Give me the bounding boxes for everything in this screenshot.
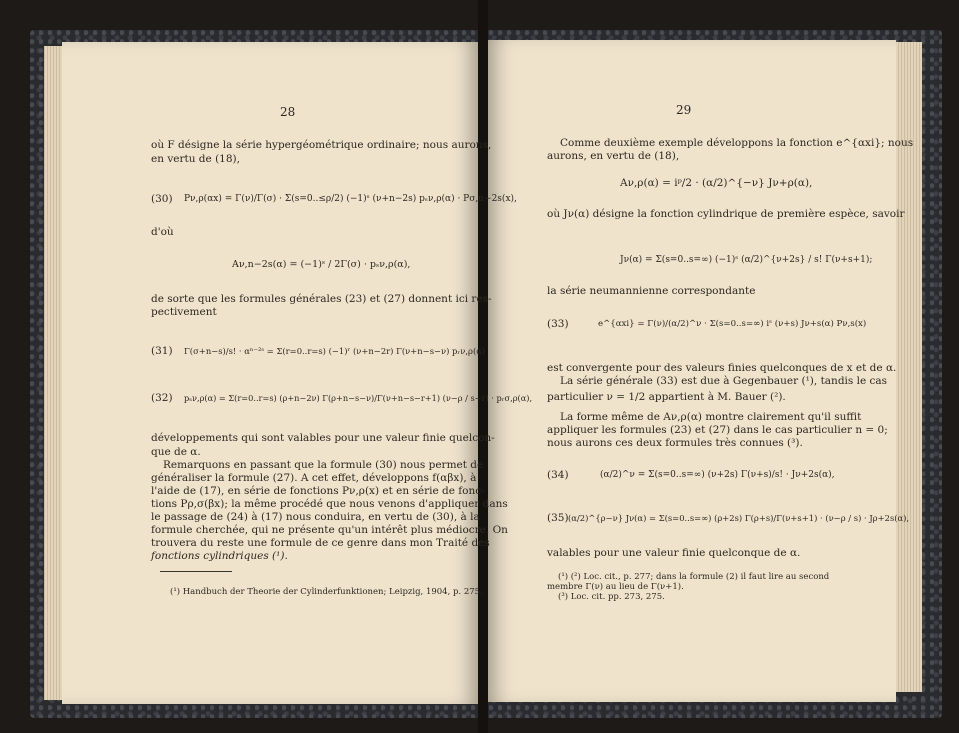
left-line: où F désigne la série hypergéométrique ordinaire; nous aurons, — [151, 139, 492, 151]
right-page-number: 29 — [676, 103, 692, 117]
footnote-rule — [160, 571, 232, 572]
left-line: l'aide de (17), en série de fonctions Pν,ρ(x) et en série de fonc- — [151, 485, 485, 497]
equation-label: (31) — [151, 345, 173, 357]
right-line: La série générale (33) est due à Gegenbauer (¹), tandis le cas — [560, 375, 888, 387]
right-line: est convergente pour des valeurs finies quelconques de x et de α. — [547, 362, 897, 374]
left-page-edges — [44, 46, 62, 700]
left-line: développements qui sont valables pour une valeur finie quelcon- — [151, 432, 495, 444]
left-footnote: (¹) Handbuch der Theorie der Cylinderfunktionen; Leipzig, 1904, p. 275. — [170, 587, 483, 597]
right-line: valables pour une valeur finie quelconque de α. — [547, 547, 801, 559]
right-line: nous aurons ces deux formules très connues (³). — [547, 437, 803, 449]
left-line: tions Pρ,σ(βx); la même procédé que nous venons d'appliquer dans — [151, 498, 508, 510]
equation-j: Jν(α) = Σ(s=0..s=∞) (−1)ˢ (α/2)^{ν+2s} / s! Γ(ν+s+1); — [620, 255, 873, 265]
right-line: appliquer les formules (23) et (27) dans le cas particulier n = 0; — [547, 424, 888, 436]
equation-33: e^{αxi} = Γ(ν)/(α/2)^ν · Σ(s=0..s=∞) iˢ (ν+s) Jν+s(α) Pν,s(x) — [598, 319, 867, 329]
left-page-number: 28 — [280, 105, 296, 119]
book-gutter — [478, 0, 488, 733]
right-line: la série neumannienne correspondante — [547, 285, 756, 297]
left-line: fonctions cylindriques (¹). — [151, 550, 288, 562]
left-line: en vertu de (18), — [151, 153, 240, 165]
equation-32: pₛν,ρ(α) = Σ(r=0..r=s) (ρ+n−2ν) Γ(ρ+n−s−ν)/Γ(ν+n−s−r+1) (ν−ρ / s−r) · pᵣσ,ρ(α), — [184, 393, 533, 403]
left-line: généraliser la formule (27). A cet effet, développons f(αβx), à — [151, 472, 477, 484]
equation-a: Aν,ρ(α) = iᵖ/2 · (α/2)^{−ν} Jν+ρ(α), — [620, 177, 813, 189]
left-line: le passage de (24) à (17) nous conduira, en vertu de (30), à la — [151, 511, 480, 523]
equation-aux: Aν,n−2s(α) = (−1)ˢ / 2Γ(σ) · pₛν,ρ(α), — [232, 259, 411, 270]
right-line: aurons, en vertu de (18), — [547, 150, 680, 162]
equation-label: (34) — [547, 469, 569, 481]
left-line: de sorte que les formules générales (23) et (27) donnent ici res- — [151, 293, 492, 305]
right-line: Comme deuxième exemple développons la fonction e^{αxi}; nous — [560, 137, 914, 149]
equation-35: (α/2)^{ρ−ν} Jν(α) = Σ(s=0..s=∞) (ρ+2s) Γ(ρ+s)/Γ(ν+s+1) · (ν−ρ / s) · Jρ+2s(α), — [568, 513, 910, 523]
right-line: particulier ν = 1/2 appartient à M. Bauer (²). — [547, 391, 786, 403]
left-line: Remarquons en passant que la formule (30) nous permet de — [163, 459, 484, 471]
equation-label: (33) — [547, 318, 569, 330]
equation-label: (35) — [547, 512, 569, 524]
left-line: d'où — [151, 226, 174, 238]
equation-30: Pν,ρ(αx) = Γ(ν)/Γ(σ) · Σ(s=0..≤ρ/2) (−1)ˢ (ν+n−2s) pₛν,ρ(α) · Pσ,n−2s(x), — [184, 194, 517, 204]
right-line: La forme même de Aν,ρ(α) montre clairement qu'il suffit — [560, 411, 862, 423]
equation-31: Γ(σ+n−s)/s! · αⁿ⁻²ˢ = Σ(r=0..r=s) (−1)ʳ (ν+n−2r) Γ(ν+n−s−ν) pᵣν,ρ(α) — [184, 346, 486, 356]
right-footnote: (¹) (²) Loc. cit., p. 277; dans la formule (2) il faut lire au second — [558, 572, 830, 582]
left-line: formule cherchée, qui ne présente qu'un intérêt plus médiocre. On — [151, 524, 508, 536]
equation-label: (30) — [151, 193, 173, 205]
left-line: trouvera du reste une formule de ce genre dans mon Traité des — [151, 537, 490, 549]
left-line: pectivement — [151, 306, 217, 318]
left-line: que de α. — [151, 446, 201, 458]
right-footnote: (³) Loc. cit. pp. 273, 275. — [558, 592, 665, 602]
equation-34: (α/2)^ν = Σ(s=0..s=∞) (ν+2s) Γ(ν+s)/s! · Jν+2s(α), — [600, 470, 835, 480]
right-line: où Jν(α) désigne la fonction cylindrique de première espèce, savoir — [547, 208, 905, 220]
equation-label: (32) — [151, 392, 173, 404]
right-footnote: membre Γ(ν) au lieu de Γ(ν+1). — [547, 582, 684, 592]
